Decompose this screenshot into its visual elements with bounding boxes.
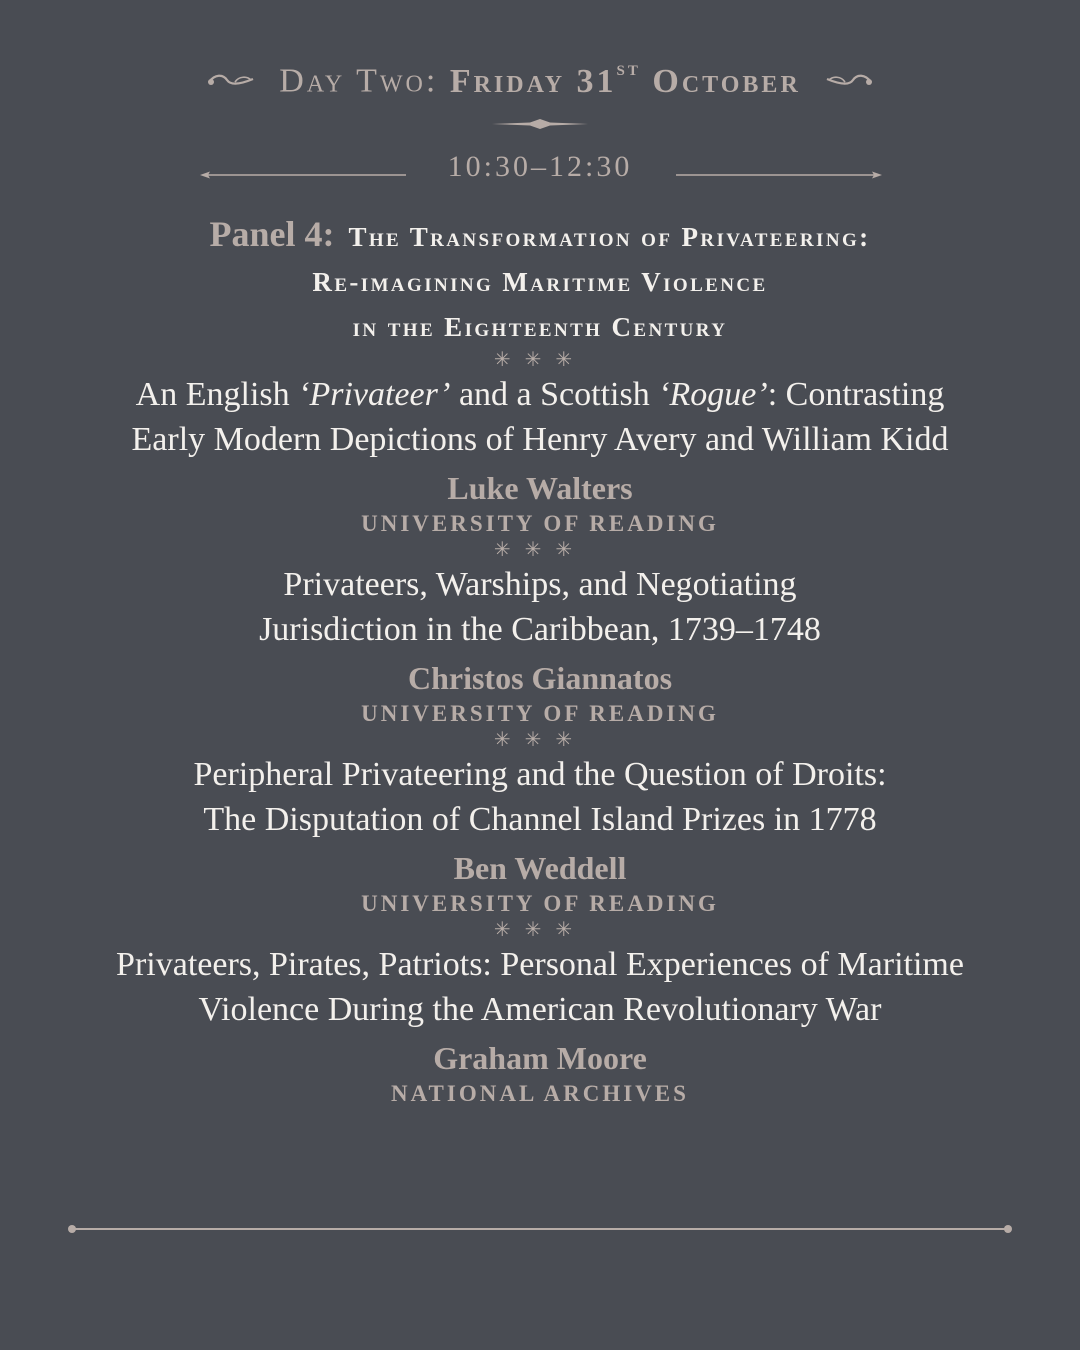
panel-title-line-3: in the Eighteenth Century <box>352 312 728 342</box>
right-arrow-icon <box>674 170 882 180</box>
talk-title-line-1: Privateers, Warships, and Negotiating <box>283 566 797 603</box>
panel-label: Panel 4: <box>209 214 335 254</box>
speaker-name: Ben Weddell <box>453 850 627 886</box>
date-text <box>449 55 801 100</box>
talk-item <box>0 752 1080 920</box>
speaker-affiliation: UNIVERSITY OF READING <box>361 511 719 536</box>
speaker-affiliation: UNIVERSITY OF READING <box>361 891 719 916</box>
talk-title-line-2: The Disputation of Channel Island Prizes in 1778 <box>203 801 877 838</box>
talk-title-line-1: Peripheral Privateering and the Question of Droits: <box>193 756 887 793</box>
month-text: October <box>652 62 801 100</box>
footer-rule <box>0 1222 1080 1236</box>
time-row <box>0 150 1080 194</box>
panel-title-1: The Transformation of Privateering: <box>348 222 871 252</box>
panel-title-line-1 <box>0 212 1080 260</box>
separator-asterisks-icon: ✳✳✳ <box>493 539 587 561</box>
separator-asterisks-icon: ✳✳✳ <box>493 919 587 941</box>
day-title <box>279 55 801 100</box>
date-suffix: st <box>616 55 641 81</box>
speaker-affiliation: UNIVERSITY OF READING <box>361 701 719 726</box>
speaker-affiliation: NATIONAL ARCHIVES <box>391 1081 689 1106</box>
talk-title-line-2: Violence During the American Revolutionary War <box>198 991 882 1028</box>
talk-title-line-1 <box>0 372 1080 417</box>
day-header <box>0 52 1080 108</box>
talk-item <box>0 942 1080 1110</box>
day-label: Day Two: <box>279 62 439 100</box>
talk-title-line-2: Jurisdiction in the Caribbean, 1739–1748 <box>259 611 821 648</box>
separator-asterisks-icon: ✳✳✳ <box>493 349 587 371</box>
left-flourish-icon <box>205 70 257 90</box>
talk-title-segment: : Contrasting <box>767 376 945 413</box>
talk-title-line-2: Early Modern Depictions of Henry Avery and William Kidd <box>131 421 949 458</box>
panel-title-line-2: Re-imagining Maritime Violence <box>312 267 768 297</box>
speaker-name: Christos Giannatos <box>407 660 673 696</box>
header-ornament-rule <box>0 117 1080 131</box>
talk-title-segment: An English <box>135 376 299 413</box>
right-flourish-icon <box>823 70 875 90</box>
talk-item <box>0 562 1080 730</box>
speaker-name: Graham Moore <box>433 1040 647 1076</box>
speaker-name: Luke Walters <box>447 470 633 506</box>
date-main: Friday 31 <box>449 62 617 100</box>
talk-title-line-1: Privateers, Pirates, Patriots: Personal Experiences of Maritime <box>116 946 964 983</box>
panel-section <box>0 212 1080 1110</box>
talk-title-italic: ‘Rogue’ <box>658 376 768 413</box>
talk-title-italic: ‘Privateer’ <box>298 376 451 413</box>
session-time: 10:30–12:30 <box>447 150 633 183</box>
talk-title-segment: and a Scottish <box>450 376 659 413</box>
separator-asterisks-icon: ✳✳✳ <box>493 729 587 751</box>
talk-item <box>0 372 1080 540</box>
left-arrow-icon <box>200 170 408 180</box>
